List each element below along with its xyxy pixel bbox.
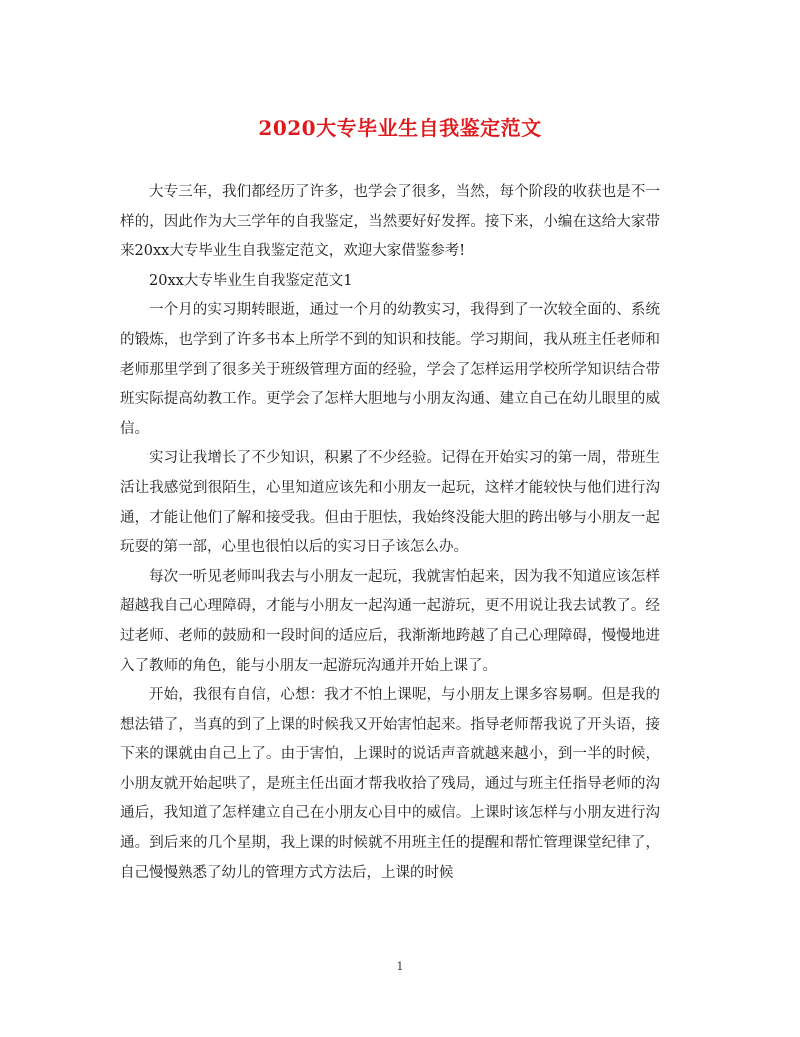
document-body [120,178,660,888]
paragraph: 开始，我很有自信，心想：我才不怕上课呢，与小朋友上课多容易啊。但是我的想法错了，当真的到了上课的时候我又开始害怕起来。指导老师帮我说了开头语，接下来的课就由自己上了。由于害怕，上课时的说话声音就越来越小，到一半的时候，小朋友就开始起哄了，是班主任出面才帮我收拾了残局，通过与班主任指导老师的沟通后，我知道了怎样建立自己在小朋友心目中的威信。上课时该怎样与小朋友进行沟通。到后来的几个星期，我上课的时候就不用班主任的提醒和帮忙管理课堂纪律了，自己慢慢熟悉了幼儿的管理方式方法后，上课的时候 [120,687,660,881]
paragraph: 每次一听见老师叫我去与小朋友一起玩，我就害怕起来，因为我不知道应该怎样超越我自己心理障碍，才能与小朋友一起沟通一起游玩，更不用说让我去试教了。经过老师、老师的鼓励和一段时间的适应后，我渐渐地跨越了自己心理障碍，慢慢地进入了教师的角色，能与小朋友一起游玩沟通并开始上课了。 [120,568,660,674]
paragraph: 实习让我增长了不少知识，积累了不少经验。记得在开始实习的第一周，带班生活让我感觉到很陌生，心里知道应该先和小朋友一起玩，这样才能较快与他们进行沟通，才能让他们了解和接受我。但由于胆怯，我始终没能大胆的跨出够与小朋友一起玩耍的第一部，心里也很怕以后的实习日子该怎么办。 [120,450,660,556]
paragraph: 一个月的实习期转眼逝，通过一个月的幼教实习，我得到了一次较全面的、系统的锻炼，也学到了许多书本上所学不到的知识和技能。学习期间，我从班主任老师和老师那里学到了很多关于班级管理方面的经验，学会了怎样运用学校所学知识结合带班实际提高幼教工作。更学会了怎样大胆地与小朋友沟通、建立自己在幼儿眼里的威信。 [120,302,660,437]
paragraph-intro: 大专三年，我们都经历了许多，也学会了很多，当然，每个阶段的收获也是不一样的，因此作为大三学年的自我鉴定，当然要好好发挥。接下来，小编在这给大家带来20xx大专毕业生自我鉴定范文，欢迎大家借鉴参考! [120,184,660,260]
page-number: 1 [396,960,404,973]
document-title: 2020大专毕业生自我鉴定范文 [258,116,542,140]
section-heading: 20xx大专毕业生自我鉴定范文1 [149,272,353,289]
